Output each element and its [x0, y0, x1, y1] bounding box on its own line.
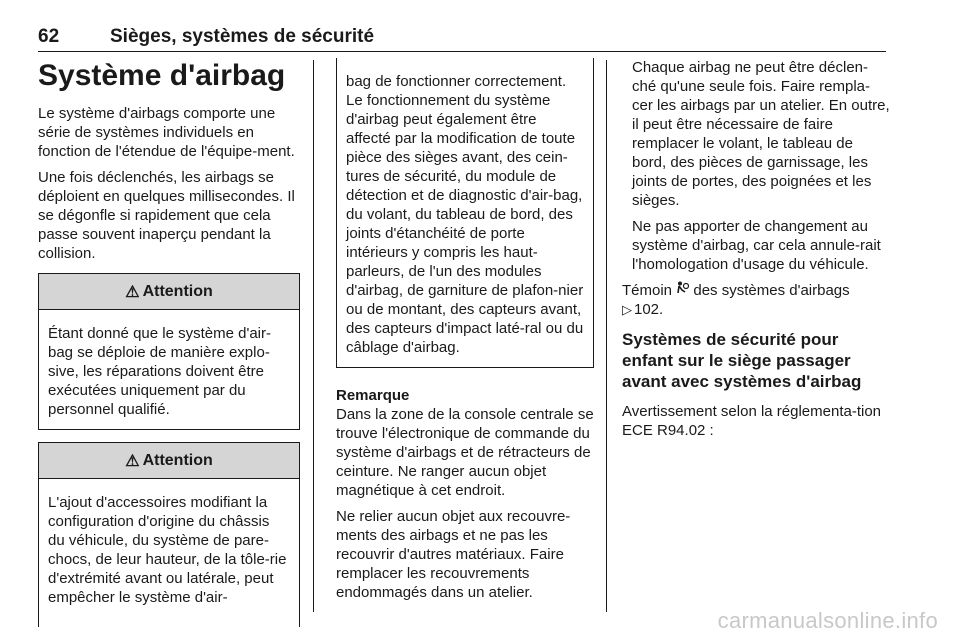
attention-box [38, 273, 300, 430]
running-title: Sièges, systèmes de sécurité [110, 26, 375, 47]
attention-body [39, 310, 299, 429]
page-header [38, 26, 886, 52]
remarque-text: Dans la zone de la console centrale se trouve l'électronique de commande du système d'airbags et de rétracteurs de ceinture. Ne ranger aucun objet magnétique à cet endroit. [336, 406, 594, 499]
attention-text: L'ajout d'accessoires modifiant la configuration d'origine du châssis du véhicule, du système de pare-chocs, de leur hauteur, de la tôle-rie d'extrémité avant ou latérale, peut empêcher le système d'air- [48, 494, 287, 606]
remarque-label: Remarque [336, 387, 410, 404]
paragraph: Ne relier aucun objet aux recouvre-ments des airbags et ne pas les recouvrir d'autres matériaux. Faire remplacer les recouvrements endommagés dans un atelier. [336, 508, 571, 601]
paragraph: Ne pas apporter de changement au système d'airbag, car cela annule-rait l'homologation d'usage du véhicule. [632, 218, 881, 273]
attention-text: Étant donné que le système d'air-bag se déploie de manière explo-sive, les réparations doivent être exécutées uniquement par du personnel qualifié. [48, 325, 271, 418]
section-title: Système d'airbag [38, 59, 286, 92]
paragraph: Le système d'airbags comporte une série de systèmes individuels en fonction de l'étendue de l'équipe-ment. [38, 105, 295, 160]
page-reference-arrow-icon: ▷ [622, 302, 632, 317]
attention-text: bag de fonctionner correctement. Le fonctionnement du système d'airbag peut également être affecté par la modification de toute pièce des sièges avant, des cein-tures de sécurité, du module de détection et de diagnostic d'air-bag, du volant, du tableau de bord, des joints d'étanchéité de porte intérieurs y compris les haut-parleurs, de l'un des modules d'airbag, de garniture de plafon-nier ou de montant, des capteurs avant, des capteurs d'impact laté-ral ou du câblage d'airbag. [346, 73, 584, 356]
attention-label: Attention [142, 282, 213, 300]
paragraph: Une fois déclenchés, les airbags se déploient en quelques millisecondes. Il se dégonfle si rapidement que cela passe souvent inaperçu pendant la collision. [38, 169, 295, 262]
paragraph: Avertissement selon la réglementa-tion ECE R94.02 : [622, 403, 882, 439]
temoin-prefix: Témoin [622, 282, 673, 299]
attention-box-continued [336, 58, 594, 368]
indicator-reference [622, 281, 890, 319]
warning-triangle-icon: ⚠ [125, 452, 140, 470]
page-number: 62 [38, 26, 60, 47]
warning-triangle-icon: ⚠ [125, 283, 140, 301]
column-divider [606, 60, 607, 612]
column-3 [622, 58, 890, 447]
column-divider [313, 60, 314, 612]
attention-box [38, 442, 300, 627]
attention-header [39, 443, 299, 479]
temoin-suffix: des systèmes d'airbags [693, 282, 850, 299]
attention-body [39, 479, 299, 627]
column-1 [38, 58, 300, 637]
attention-header [39, 274, 299, 310]
airbag-indicator-icon [676, 281, 689, 300]
subsection-title: Systèmes de sécurité pour enfant sur le siège passager avant avec systèmes d'airbag [622, 330, 862, 391]
attention-label: Attention [142, 451, 213, 469]
paragraph: Chaque airbag ne peut être déclen-ché qu'une seule fois. Faire rempla-cer les airbags par un atelier. En outre, il peut être nécessaire de faire remplacer le volant, le tableau de bord, des pièces de garnissage, les joints de portes, des poignées et les sièges. [632, 59, 890, 209]
watermark: carmanualsonline.info [717, 608, 938, 633]
page-reference[interactable]: 102. [634, 301, 664, 318]
column-2 [336, 58, 594, 609]
